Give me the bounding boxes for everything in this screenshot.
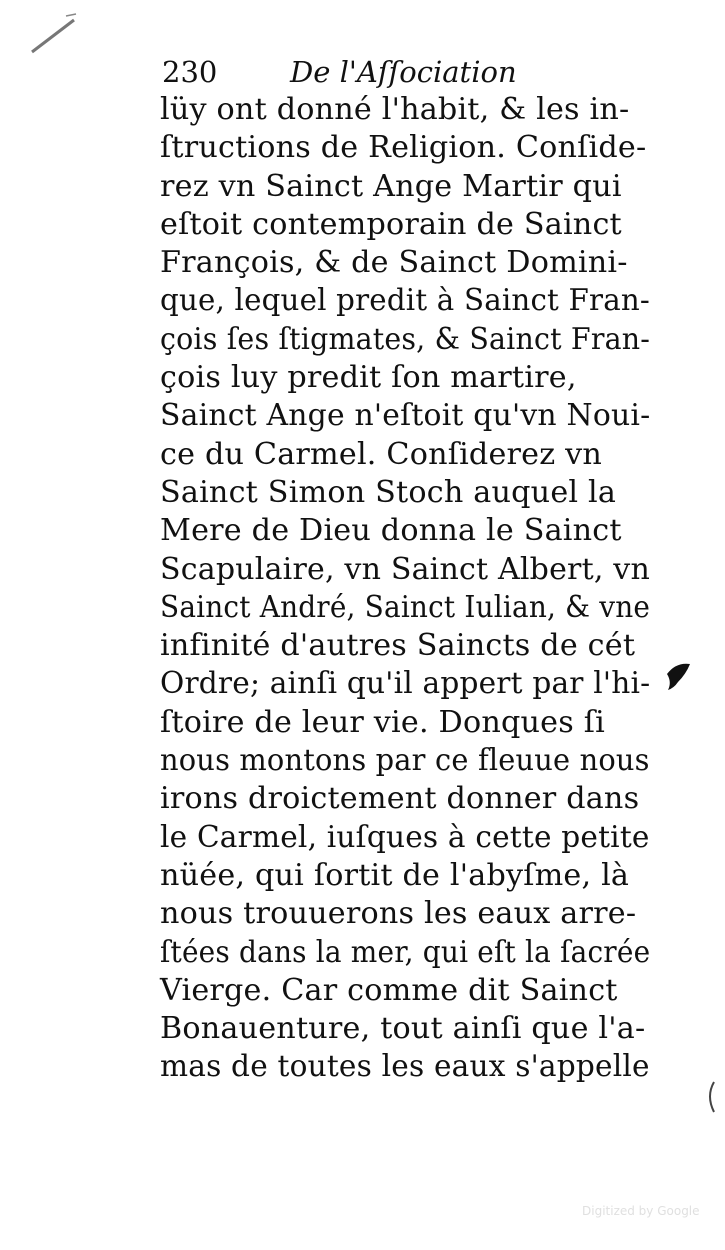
page-number: 230 bbox=[162, 55, 218, 89]
text-line: ce du Carmel. Conſiderez vn bbox=[160, 436, 603, 472]
text-line: Mere de Dieu donna le Sainct bbox=[160, 513, 622, 549]
page-header bbox=[162, 52, 662, 92]
text-line: nous montons par ce fleuue nous bbox=[160, 743, 650, 779]
text-line: que, lequel predit à Sainct Fran- bbox=[160, 283, 651, 319]
edge-mark bbox=[704, 1080, 718, 1114]
text-line: Ordre; ainſi qu'il appert par l'hi- bbox=[160, 666, 651, 702]
text-line: lüy ont donné l'habit, & les in- bbox=[160, 92, 630, 127]
body-text bbox=[160, 91, 650, 1087]
text-line: Vierge. Car comme dit Sainct bbox=[160, 972, 618, 1008]
text-line: ſtoire de leur vie. Donques ſi bbox=[160, 704, 605, 740]
text-line: rez vn Sainct Ange Martir qui bbox=[160, 168, 622, 204]
text-line: ſtructions de Religion. Conſide- bbox=[160, 130, 647, 166]
corner-scratch-mark bbox=[28, 10, 80, 58]
text-line: mas de toutes les eaux s'appelle bbox=[160, 1049, 650, 1085]
text-line: Scapulaire, vn Sainct Albert, vn bbox=[160, 551, 650, 587]
text-line: çois ſes ſtigmates, & Sainct Fran- bbox=[160, 321, 651, 357]
text-line: irons droictement donner dans bbox=[160, 781, 640, 817]
digitizer-watermark: Digitized by Google bbox=[582, 1204, 700, 1218]
text-line: Sainct Ange n'eſtoit qu'vn Noui- bbox=[160, 398, 651, 434]
text-line: Sainct Simon Stoch auquel la bbox=[160, 474, 617, 510]
text-line: ſtées dans la mer, qui eſt la ſacrée bbox=[160, 934, 651, 970]
text-line: çois luy predit ſon martire, bbox=[160, 360, 577, 396]
running-title: De l'Aſſociation bbox=[290, 55, 517, 89]
text-line: eſtoit contemporain de Sainct bbox=[160, 206, 622, 242]
text-line: nüée, qui ſortit de l'abyſme, là bbox=[160, 857, 630, 893]
text-line: Sainct André, Sainct Iulian, & vne bbox=[160, 589, 651, 625]
text-line: infinité d'autres Saincts de cét bbox=[160, 628, 636, 664]
text-line: le Carmel, iuſques à cette petite bbox=[160, 819, 650, 855]
ink-blot bbox=[664, 660, 694, 692]
text-line: Bonauenture, tout ainſi que l'a- bbox=[160, 1011, 646, 1047]
text-line: nous trouuerons les eaux arre- bbox=[160, 896, 637, 932]
text-line: François, & de Sainct Domini- bbox=[160, 245, 628, 281]
